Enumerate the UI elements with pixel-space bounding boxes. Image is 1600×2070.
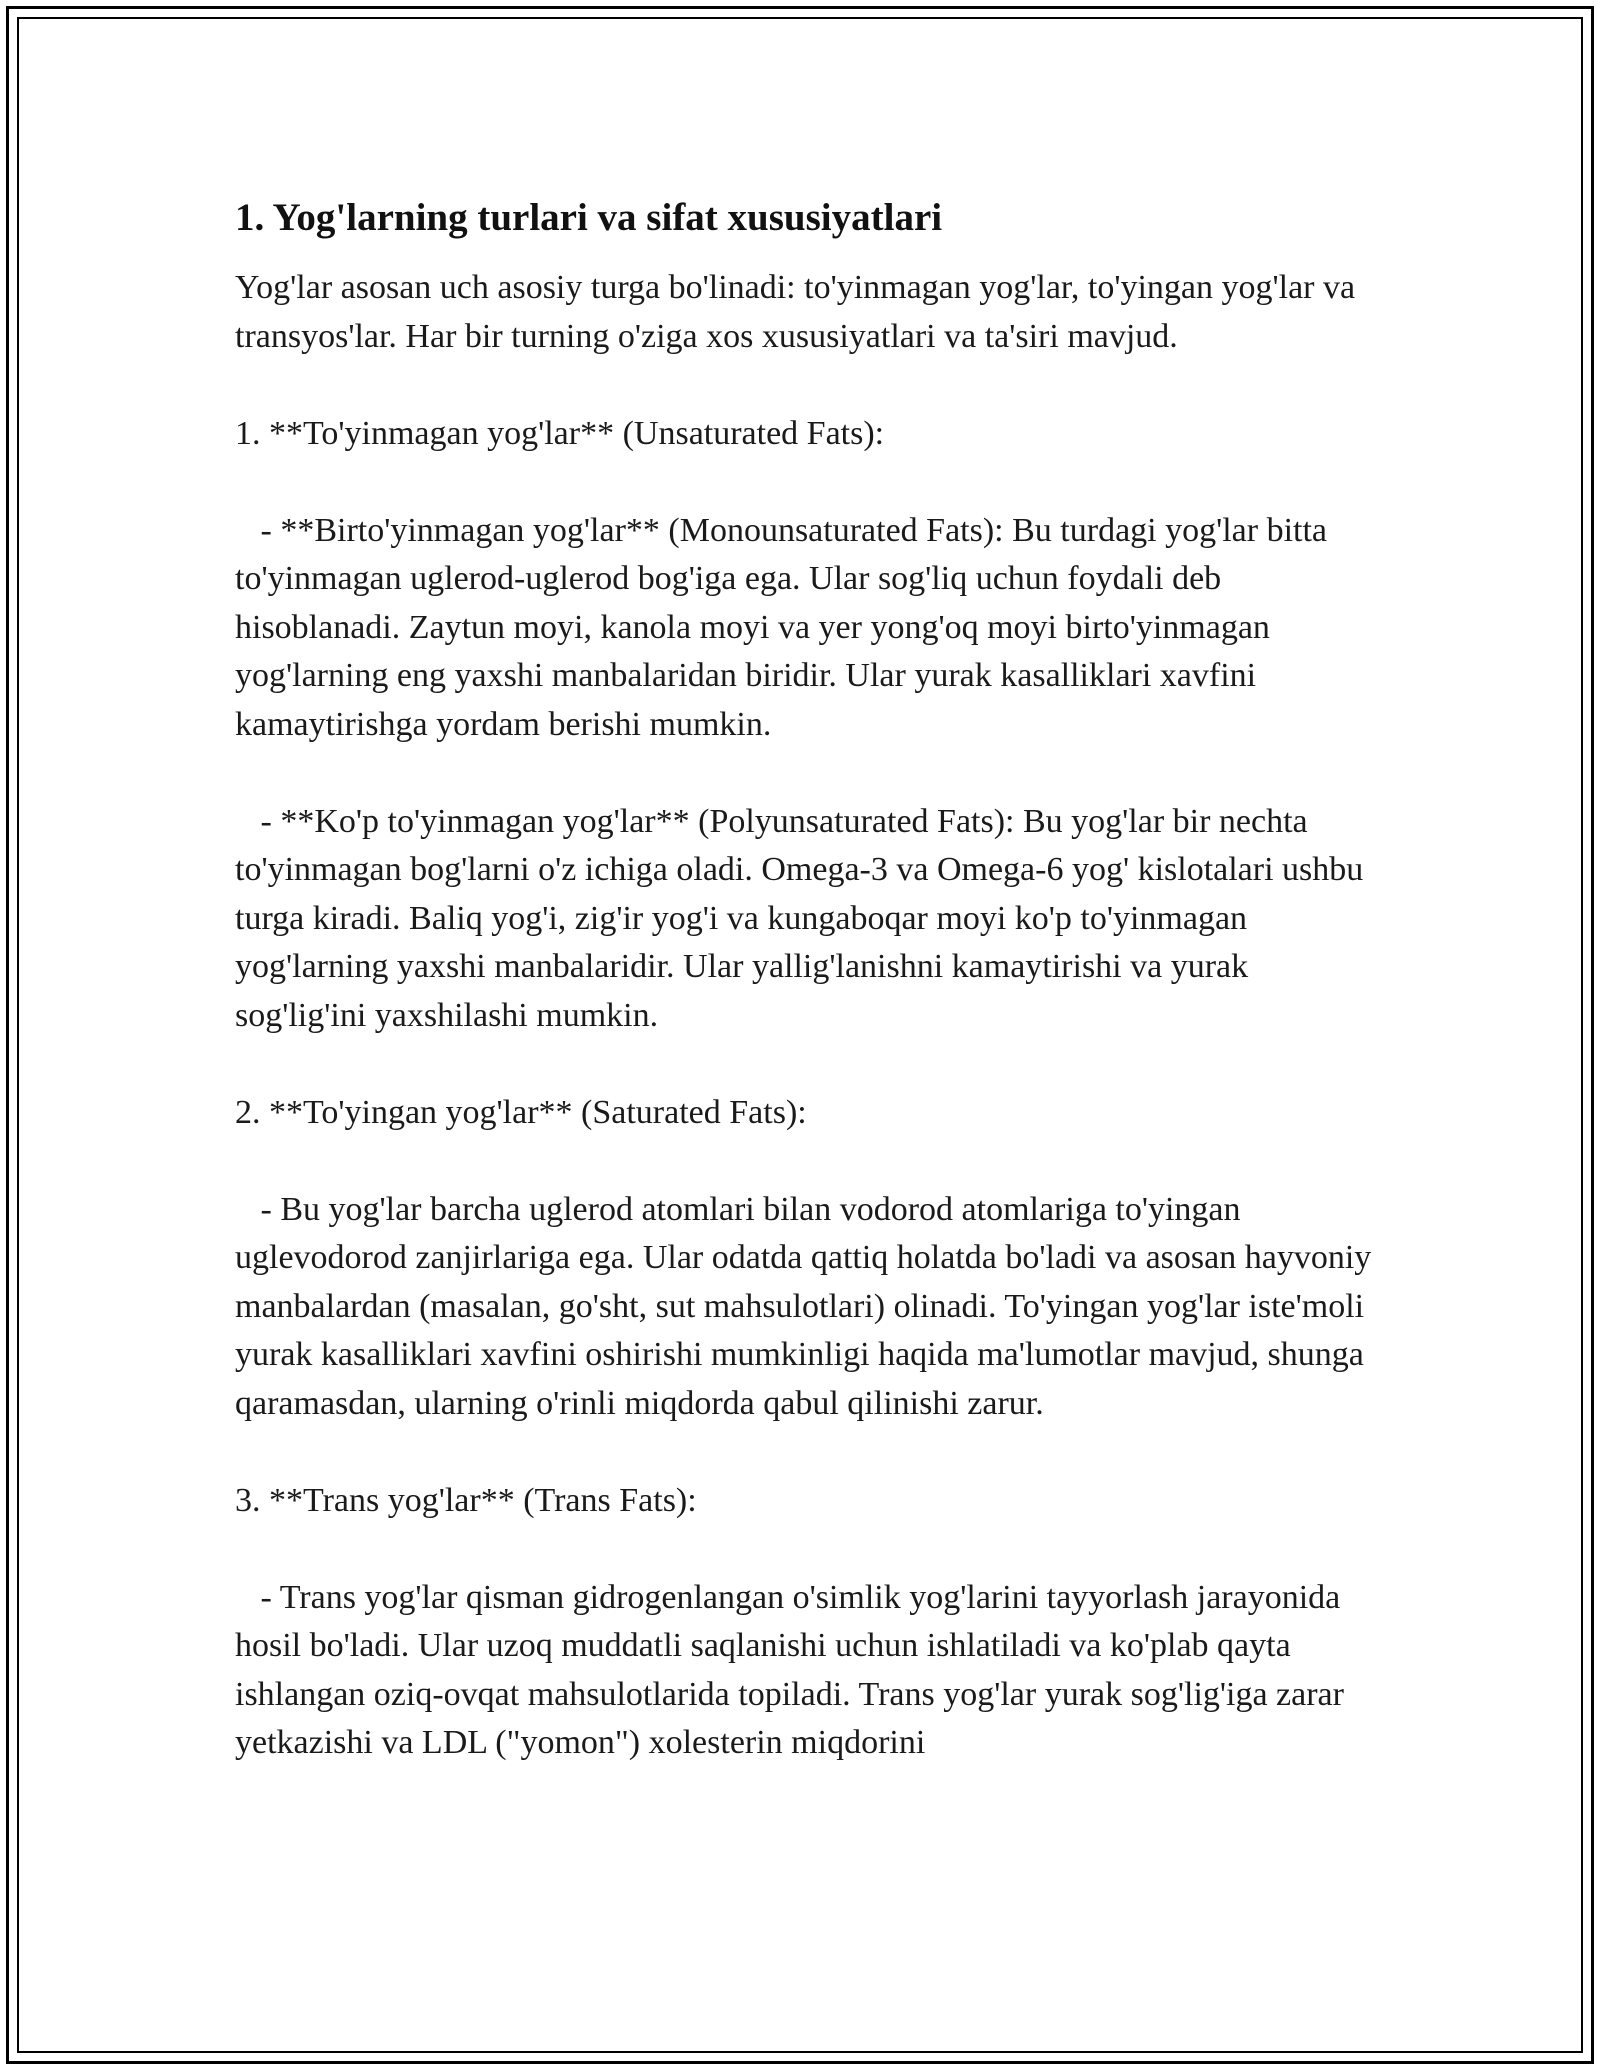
section-heading: 1. Yog'larning turlari va sifat xususiyatlari <box>235 196 943 239</box>
list-item-unsaturated: 1. **To'yinmagan yog'lar** (Unsaturated Fats): <box>235 414 885 452</box>
sub-item-polyunsaturated: - **Ko'p to'yinmagan yog'lar** (Polyunsaturated Fats): Bu yog'lar bir nechta to'yinmagan bog'larni o'z ichiga oladi. Omega-3 va Omega-6 yog' kislotalari ushbu turga kiradi. Baliq yog'i, zig'ir yog'i va kungaboqar moyi ko'p to'yinmagan yog'larning yaxshi manbalaridir. Ular yallig'lanishni kamaytirishi va yurak sog'lig'ini yaxshilashi mumkin. <box>235 802 1372 1034</box>
sub-item-saturated-description: - Bu yog'lar barcha uglerod atomlari bilan vodorod atomlariga to'yingan uglevodorod zanjirlariga ega. Ular odatda qattiq holatda bo'ladi va asosan hayvoniy manbalardan (masalan, go'sht, sut mahsulotlari) olinadi. To'yingan yog'lar iste'moli yurak kasalliklari xavfini oshirishi mumkinligi haqida ma'lumotlar mavjud, shunga qaramasdan, ularning o'rinli miqdorda qabul qilinishi zarur. <box>235 1190 1380 1422</box>
list-item-trans: 3. **Trans yog'lar** (Trans Fats): <box>235 1481 697 1519</box>
list-item-saturated: 2. **To'yingan yog'lar** (Saturated Fats): <box>235 1093 807 1131</box>
sub-item-monounsaturated: - **Birto'yinmagan yog'lar** (Monounsaturated Fats): Bu turdagi yog'lar bitta to'yinmagan uglerod-uglerod bog'iga ega. Ular sog'liq uchun foydali deb hisoblanadi. Zaytun moyi, kanola moyi va yer yong'oq moyi birto'yinmagan yog'larning eng yaxshi manbalaridan biridir. Ular yurak kasalliklari xavfini kamaytirishga yordam berishi mumkin. <box>235 511 1336 743</box>
document-page <box>235 180 1380 1768</box>
sub-item-trans-description: - Trans yog'lar qisman gidrogenlangan o'simlik yog'larini tayyorlash jarayonida hosil bo'ladi. Ular uzoq muddatli saqlanishi uchun ishlatiladi va ko'plab qayta ishlangan oziq-ovqat mahsulotlarida topiladi. Trans yog'lar yurak sog'lig'iga zarar yetkazishi va LDL ("yomon") xolesterin miqdorini <box>235 1578 1353 1761</box>
intro-paragraph: Yog'lar asosan uch asosiy turga bo'linadi: to'yinmagan yog'lar, to'yingan yog'lar va transyos'lar. Har bir turning o'ziga xos xususiyatlari va ta'siri mavjud. <box>235 269 1364 355</box>
